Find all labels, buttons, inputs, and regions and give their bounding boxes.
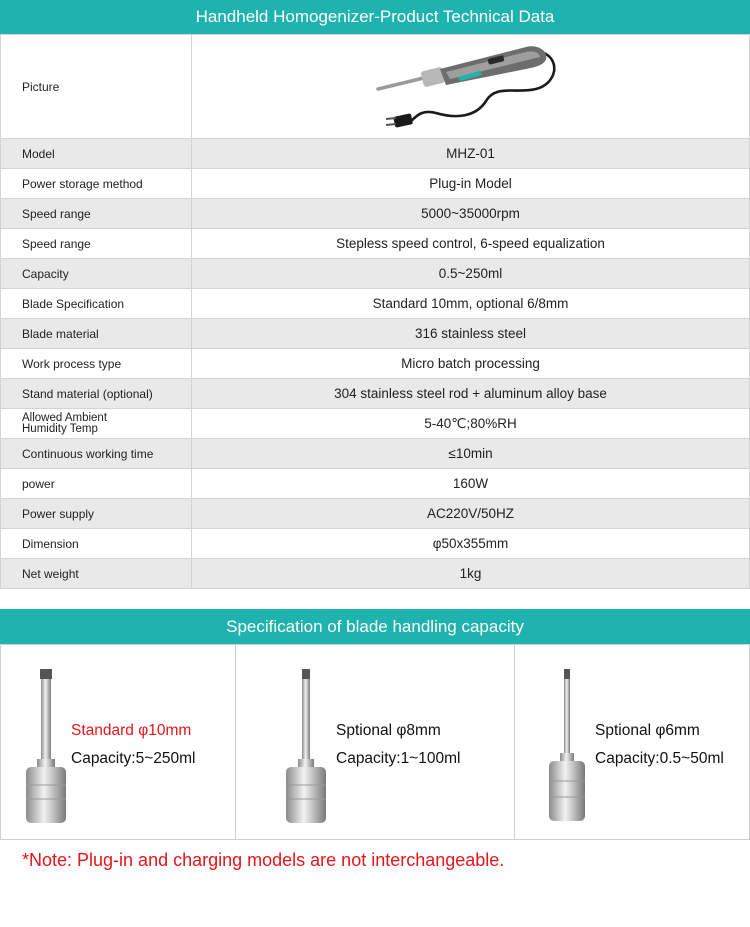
blade-capacity: Capacity:1~100ml — [336, 750, 461, 767]
row-value: MHZ-01 — [192, 139, 750, 169]
row-label: Picture — [1, 35, 192, 139]
table-row — [1, 379, 750, 409]
table-row — [1, 349, 750, 379]
row-value: Plug-in Model — [192, 169, 750, 199]
table-row — [1, 229, 750, 259]
blade-text-8mm — [336, 717, 461, 773]
table-row — [1, 199, 750, 229]
row-value: 304 stainless steel rod + aluminum alloy base — [192, 379, 750, 409]
blade-capacity: Capacity:5~250ml — [71, 750, 196, 767]
row-value: Stepless speed control, 6-speed equalization — [192, 229, 750, 259]
spec-table-header — [0, 0, 750, 34]
row-label: Model — [1, 139, 192, 169]
row-label: power — [1, 469, 192, 499]
row-value: AC220V/50HZ — [192, 499, 750, 529]
row-label: Blade material — [1, 319, 192, 349]
table-row — [1, 409, 750, 439]
blade-6mm-image — [545, 667, 589, 827]
row-label: Net weight — [1, 559, 192, 589]
row-label: Stand material (optional) — [1, 379, 192, 409]
table-row — [1, 139, 750, 169]
table-row — [1, 259, 750, 289]
row-value: 5000~35000rpm — [192, 199, 750, 229]
table-row — [1, 319, 750, 349]
homogenizer-product-image — [376, 39, 566, 135]
blade-text-standard — [71, 717, 196, 773]
product-picture-cell — [192, 35, 750, 139]
row-label: Power storage method — [1, 169, 192, 199]
row-label: Work process type — [1, 349, 192, 379]
row-label — [1, 409, 192, 439]
blade-cell-standard — [1, 645, 236, 839]
row-value: 316 stainless steel — [192, 319, 750, 349]
blade-capacity: Capacity:0.5~50ml — [595, 750, 724, 767]
row-label: Continuous working time — [1, 439, 192, 469]
row-value: Standard 10mm, optional 6/8mm — [192, 289, 750, 319]
interchangeability-note: *Note: Plug-in and charging models are not interchangeable. — [22, 850, 505, 870]
row-label: Speed range — [1, 199, 192, 229]
blade-section-title: Specification of blade handling capacity — [226, 616, 524, 636]
table-row — [1, 499, 750, 529]
row-label: Capacity — [1, 259, 192, 289]
blade-cell-8mm — [236, 645, 515, 839]
table-row — [1, 559, 750, 589]
row-value: Micro batch processing — [192, 349, 750, 379]
blade-spec: Sptional φ8mm — [336, 722, 441, 739]
row-value: 0.5~250ml — [192, 259, 750, 289]
blade-cell-6mm — [515, 645, 749, 839]
table-row — [1, 289, 750, 319]
row-value: φ50x355mm — [192, 529, 750, 559]
table-row — [1, 529, 750, 559]
row-label: Power supply — [1, 499, 192, 529]
table-row — [1, 439, 750, 469]
blade-spec: Standard φ10mm — [71, 722, 192, 739]
blade-section-header — [0, 609, 750, 644]
row-label: Blade Specification — [1, 289, 192, 319]
row-value: 160W — [192, 469, 750, 499]
table-row — [1, 169, 750, 199]
row-value: ≤10min — [192, 439, 750, 469]
blade-spec: Sptional φ6mm — [595, 722, 700, 739]
row-label: Speed range — [1, 229, 192, 259]
row-value: 1kg — [192, 559, 750, 589]
blade-panel — [0, 644, 750, 840]
row-label-line1: Allowed Ambient — [22, 411, 108, 424]
table-row-picture — [1, 35, 750, 139]
blade-10mm-image — [21, 667, 71, 827]
blade-text-6mm — [595, 717, 724, 773]
blade-8mm-image — [281, 667, 331, 827]
table-row — [1, 469, 750, 499]
spec-table-title: Handheld Homogenizer-Product Technical Data — [195, 7, 555, 26]
spec-table — [0, 34, 750, 589]
row-label: Dimension — [1, 529, 192, 559]
row-value: 5-40℃;80%RH — [192, 409, 750, 439]
row-label-line2: Humidity Temp — [22, 422, 98, 435]
